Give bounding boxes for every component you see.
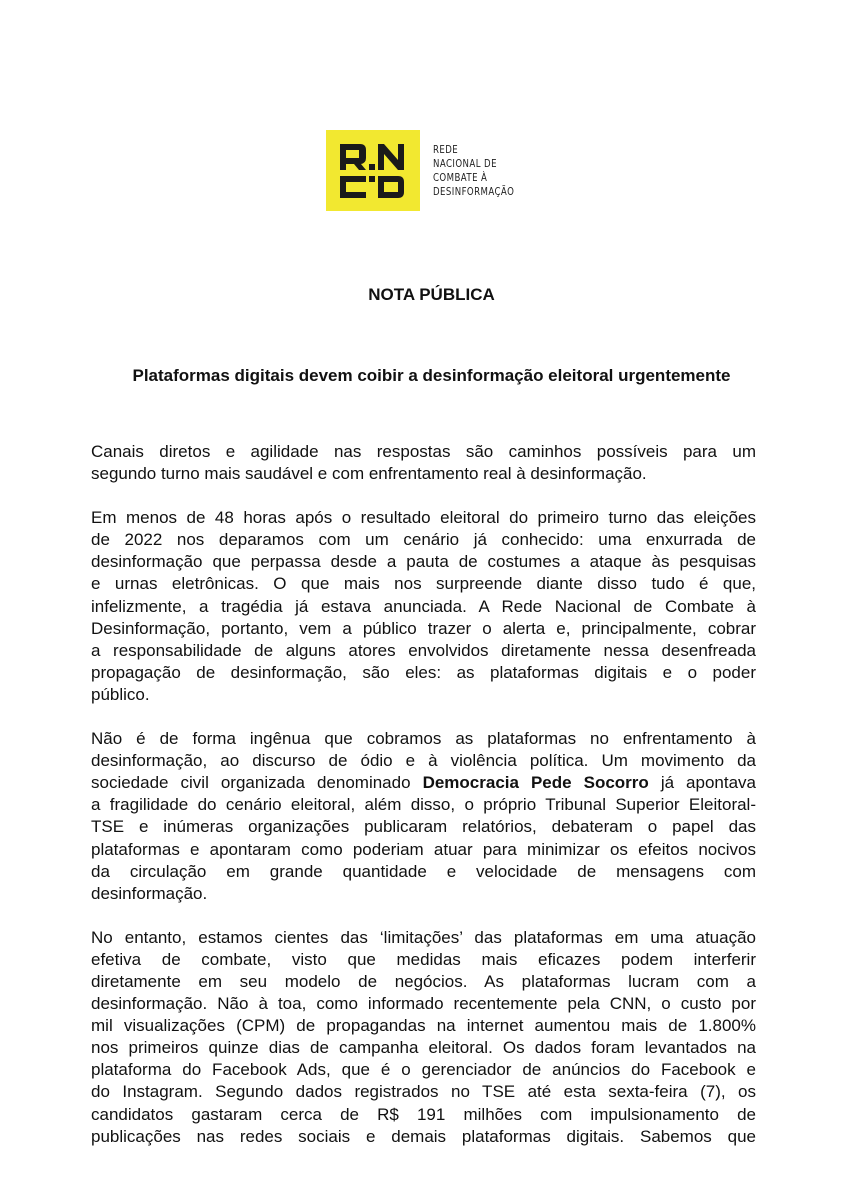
text-line: a fragilidade do cenário eleitoral, além disso, o próprio Tribunal Superior Eleitoral- xyxy=(91,795,756,815)
rncd-logo-icon xyxy=(326,130,420,211)
text-line: TSE e inúmeras organizações publicaram relatórios, debateram o papel das xyxy=(91,817,756,837)
text-line: infelizmente, a tragédia já estava anunciada. A Rede Nacional de Combate à xyxy=(91,596,756,616)
text-line: de 2022 nos deparamos com um cenário já conhecido: uma enxurrada de xyxy=(91,530,756,550)
text-line: propagação de desinformação, são eles: as plataformas digitais e o poder xyxy=(91,662,756,682)
text-line: No entanto, estamos cientes das ‘limitações’ das plataformas em uma atuação xyxy=(91,927,756,947)
text-line: e urnas eletrônicas. O que mais nos surpreende diante disso tudo é que, xyxy=(91,574,756,594)
text-line: Em menos de 48 horas após o resultado eleitoral do primeiro turno das eleições xyxy=(91,508,756,528)
text-line: desinformação que perpassa desde a pauta de costumes a ataque às pesquisas xyxy=(91,552,756,572)
text-line: desinformação. xyxy=(91,883,208,903)
text-line: publicações nas redes sociais e demais plataformas digitais. Sabemos que xyxy=(91,1126,756,1146)
text-line: público. xyxy=(91,684,150,704)
text-line: a responsabilidade de alguns atores envolvidos diretamente nessa desenfreada xyxy=(91,640,756,660)
logo-wordmark xyxy=(433,143,540,199)
document-body xyxy=(91,441,756,1170)
text-line: desinformação. Não à toa, como informado recentemente pela CNN, o custo por xyxy=(91,994,756,1014)
text-line: mil visualizações (CPM) de propagandas na internet aumentou mais de 1.800% xyxy=(91,1016,756,1036)
paragraph-3 xyxy=(91,728,756,905)
text-line: plataformas e apontaram como poderiam atuar para minimizar os efeitos nocivos xyxy=(91,839,756,859)
text-line: Canais diretos e agilidade nas respostas são caminhos possíveis para um xyxy=(91,442,756,461)
text-line: efetiva de combate, visto que medidas mais eficazes podem interferir xyxy=(91,949,756,969)
text-fragment: já apontava xyxy=(660,773,756,793)
text-line: Desinformação, portanto, vem a público trazer o alerta e, principalmente, cobrar xyxy=(91,618,756,638)
text-line: candidatos gastaram cerca de R$ 191 milhões com impulsionamento de xyxy=(91,1104,756,1124)
logo-text-line: REDE xyxy=(433,143,459,156)
text-line: do Instagram. Segundo dados registrados no TSE até esta sexta-feira (7), os xyxy=(91,1082,756,1102)
document-title: NOTA PÚBLICA xyxy=(368,285,495,304)
paragraph-4 xyxy=(91,927,756,1148)
text-line: da circulação em grande quantidade e velocidade de mensagens com xyxy=(91,861,756,881)
paragraph-2 xyxy=(91,507,756,706)
text-fragment: sociedade civil organizada denominado xyxy=(91,773,411,793)
logo-text-line: DESINFORMAÇÃO xyxy=(433,185,515,198)
text-line: plataforma do Facebook Ads, que é o gerenciador de anúncios do Facebook e xyxy=(91,1060,756,1080)
paragraph-1 xyxy=(91,441,756,485)
text-line: segundo turno mais saudável e com enfrentamento real à desinformação. xyxy=(91,464,647,484)
logo-text-line: NACIONAL DE xyxy=(433,157,497,170)
logo xyxy=(326,130,563,211)
text-line: nos primeiros quinze dias de campanha eleitoral. Os dados foram levantados na xyxy=(91,1038,756,1058)
text-line: diretamente em seu modelo de negócios. As plataformas lucram com a xyxy=(91,971,756,991)
text-line: Não é de forma ingênua que cobramos as plataformas no enfrentamento à xyxy=(91,729,756,749)
bold-movement-name: Democracia Pede Socorro xyxy=(422,773,649,793)
document-subtitle: Plataformas digitais devem coibir a desinformação eleitoral urgentemente xyxy=(132,366,731,385)
logo-text-line: COMBATE À xyxy=(433,171,488,184)
text-line: desinformação, ao discurso de ódio e à violência política. Um movimento da xyxy=(91,751,756,771)
text-line-with-bold xyxy=(91,772,756,794)
rncd-logo-mark xyxy=(326,130,420,211)
